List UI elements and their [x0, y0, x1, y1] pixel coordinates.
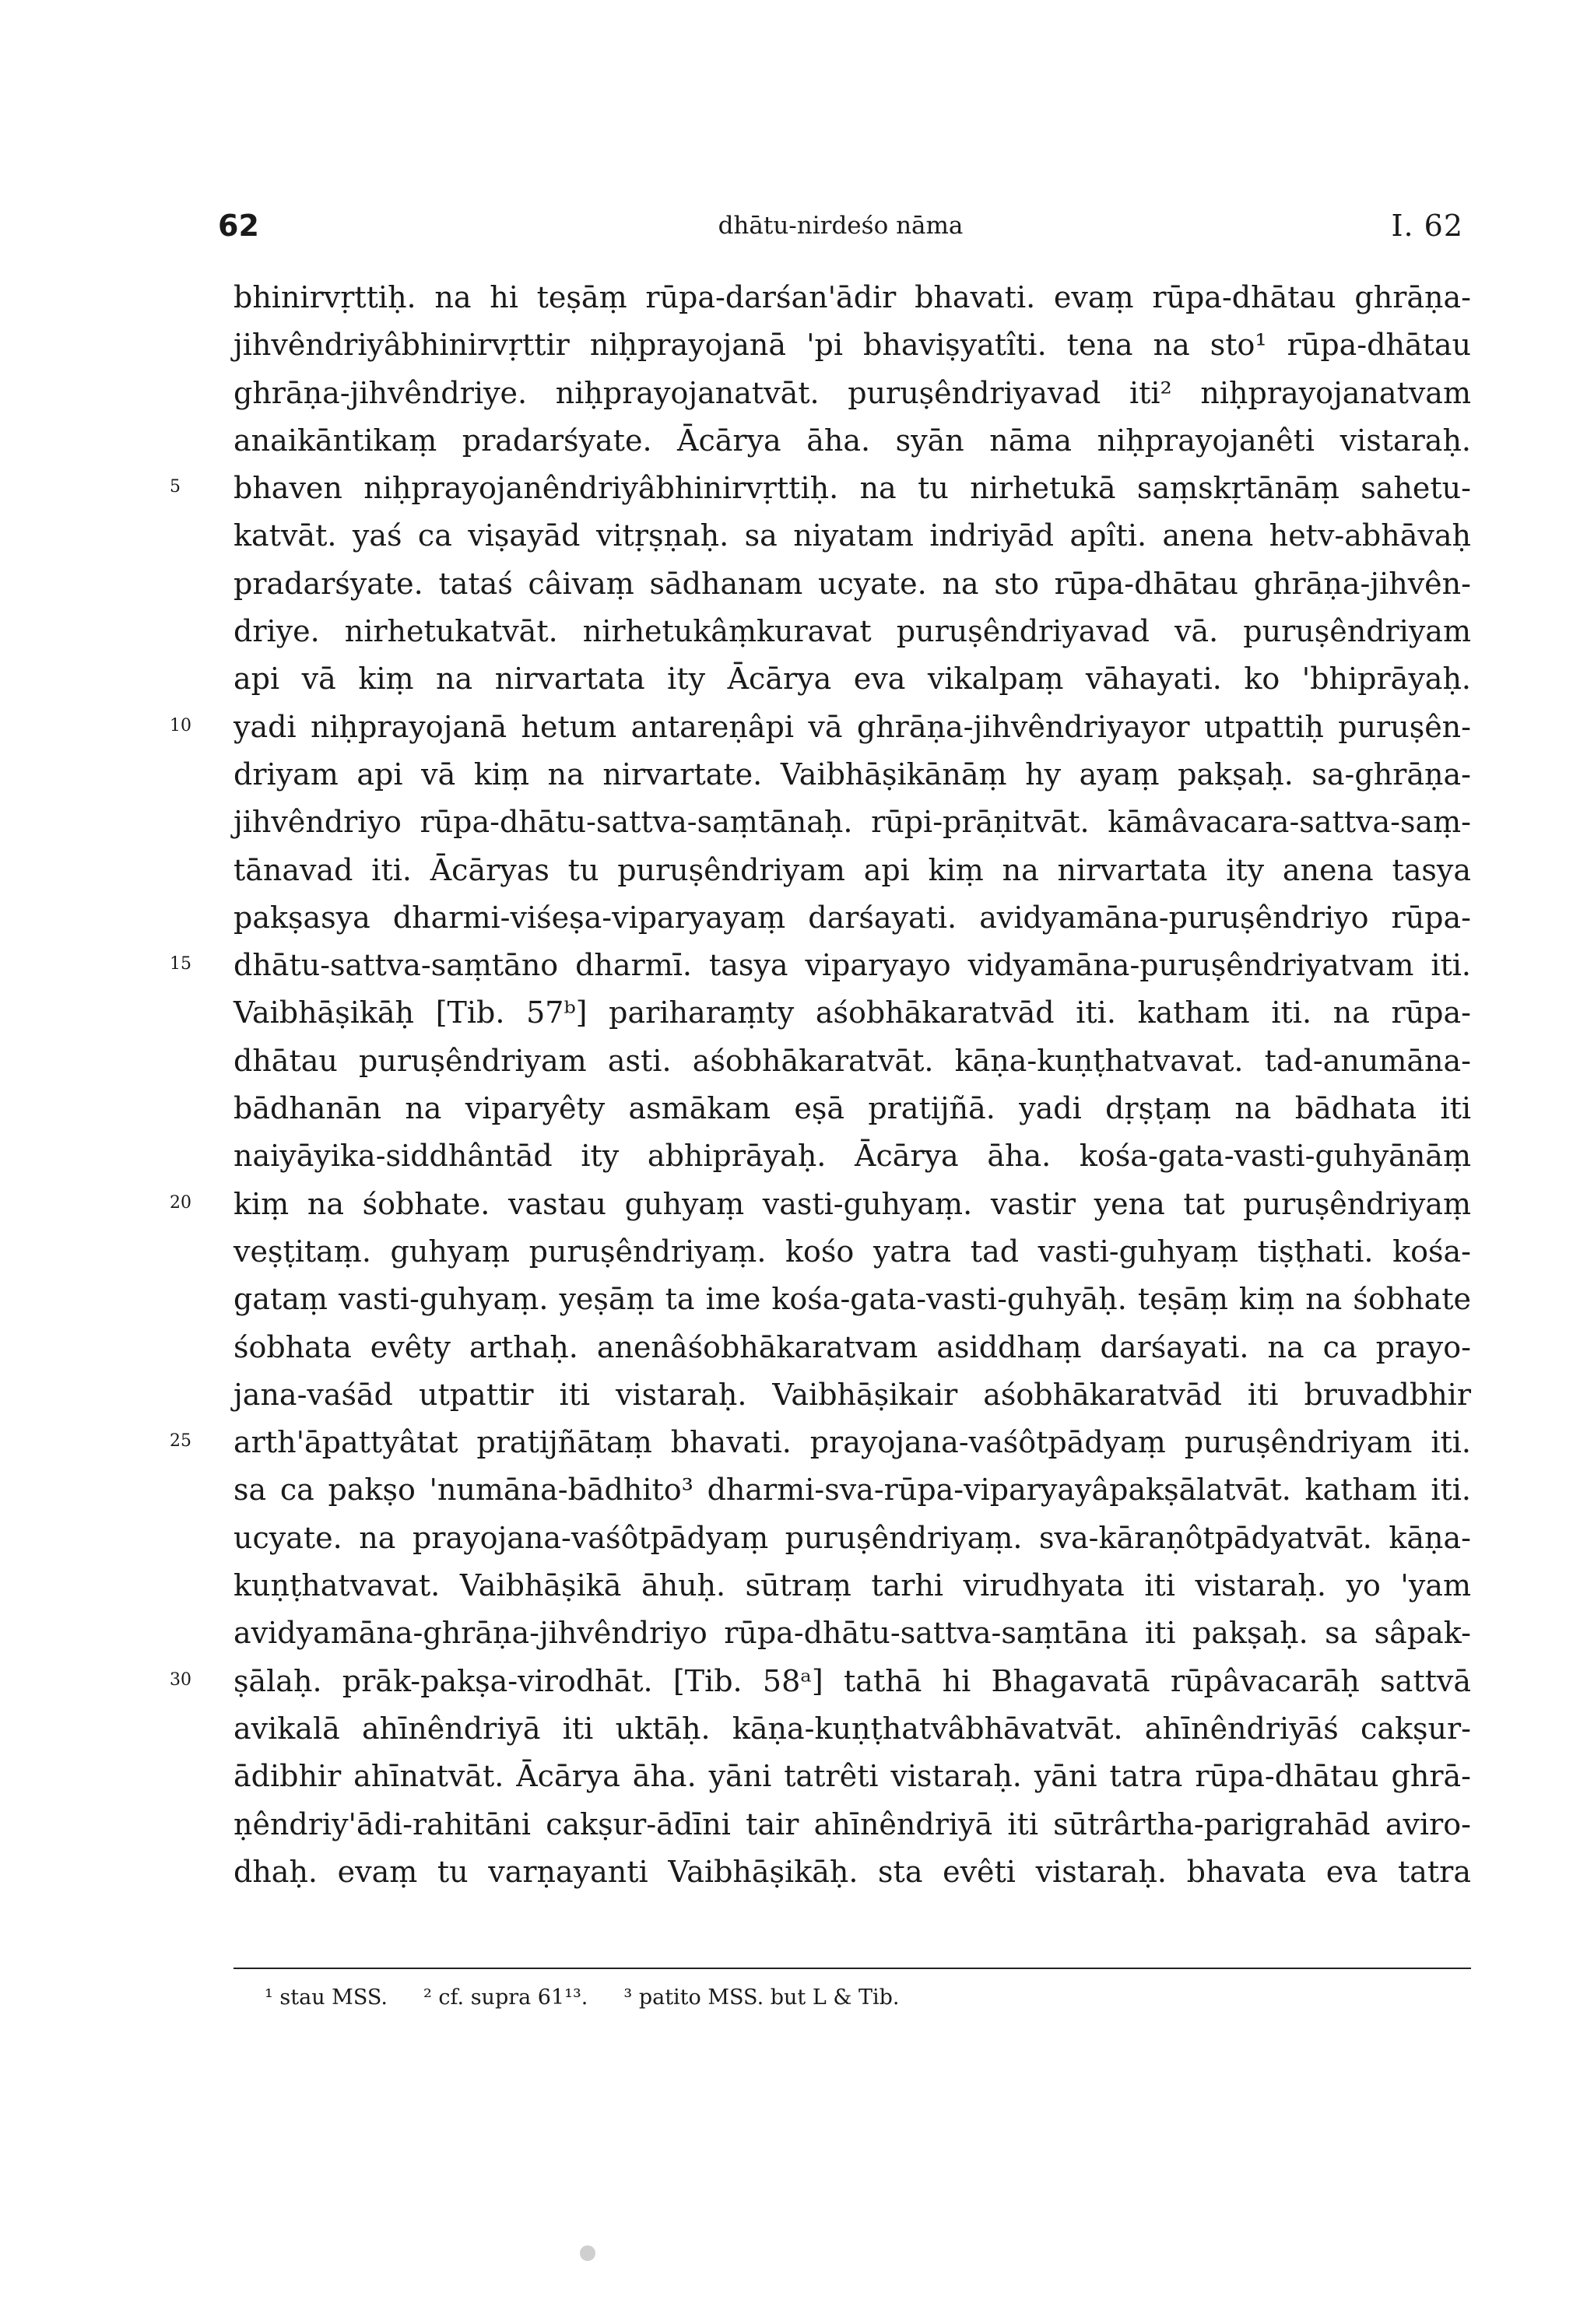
text-line — [233, 1801, 1471, 1848]
line-text: anaikāntikaṃ pradarśyate. Ācārya āha. syān nāma niḥprayojanêti vistaraḥ. — [233, 423, 1471, 458]
text-line — [233, 1848, 1471, 1896]
text-line — [233, 989, 1471, 1037]
line-text: avidyamāna-ghrāṇa-jihvêndriyo rūpa-dhātu-sattva-saṃtāna iti pakṣaḥ. sa sâpak- — [233, 1616, 1471, 1651]
text-line — [170, 704, 1471, 751]
line-text: driye. nirhetukatvāt. nirhetukâṃkuravat puruṣêndriyavad vā. puruṣêndriyam — [233, 614, 1471, 649]
line-number: 15 — [170, 954, 191, 974]
line-text: kuṇṭhatvavat. Vaibhāṣikā āhuḥ. sūtraṃ tarhi virudhyata iti vistaraḥ. yo 'yam — [233, 1568, 1471, 1603]
text-line — [170, 1658, 1471, 1705]
text-line — [233, 1705, 1471, 1753]
line-text: ucyate. na prayojana-vaśôtpādyaṃ puruṣêndriyaṃ. sva-kāraṇôtpādyatvāt. kāṇa- — [233, 1520, 1471, 1555]
text-line — [233, 321, 1471, 369]
line-text: veṣṭitaṃ. guhyaṃ puruṣêndriyaṃ. kośo yatra tad vasti-guhyaṃ tiṣṭhati. kośa- — [233, 1234, 1471, 1269]
text-line — [233, 1371, 1471, 1419]
text-line — [233, 1753, 1471, 1800]
text-line — [233, 1037, 1471, 1085]
line-text: avikalā ahīnêndriyā iti uktāḥ. kāṇa-kuṇṭhatvâbhāvatvāt. ahīnêndriyāś cakṣur- — [233, 1711, 1471, 1746]
line-text: bhaven niḥprayojanêndriyâbhinirvṛttiḥ. na tu nirhetukā saṃskṛtānāṃ sahetu- — [233, 471, 1471, 506]
line-number: 30 — [170, 1669, 191, 1690]
line-text: gataṃ vasti-guhyaṃ. yeṣāṃ ta ime kośa-gata-vasti-guhyāḥ. teṣāṃ kiṃ na śobhate — [233, 1282, 1471, 1317]
text-line — [233, 1562, 1471, 1610]
line-text: yadi niḥprayojanā hetum antareṇâpi vā ghrāṇa-jihvêndriyayor utpattiḥ puruṣên- — [233, 709, 1471, 744]
footnotes — [265, 1985, 935, 2010]
line-text: bhinirvṛttiḥ. na hi teṣāṃ rūpa-darśan'ādir bhavati. evaṃ rūpa-dhātau ghrāṇa- — [233, 280, 1471, 314]
line-text: sa ca pakṣo 'numāna-bādhito³ dharmi-sva-rūpa-viparyayâpakṣālatvāt. katham iti. — [233, 1473, 1471, 1508]
footnote: ² cf. supra 61¹³. — [423, 1985, 588, 2010]
line-text: dhaḥ. evaṃ tu varṇayanti Vaibhāṣikāḥ. sta evêti vistaraḥ. bhavata eva tatra — [233, 1854, 1471, 1889]
line-text: ṇêndriy'ādi-rahitāni cakṣur-ādīni tair ahīnêndriyā iti sūtrârtha-parigrahād aviro- — [233, 1806, 1471, 1841]
line-text: tānavad iti. Ācāryas tu puruṣêndriyam api kiṃ na nirvartata ity anena tasya — [233, 852, 1471, 887]
line-text: śobhata evêty arthaḥ. anenâśobhākaratvam asiddhaṃ darśayati. na ca prayo- — [233, 1329, 1471, 1364]
text-line — [170, 942, 1471, 989]
line-text: ghrāṇa-jihvêndriye. niḥprayojanatvāt. puruṣêndriyavad iti² niḥprayojanatvam — [233, 375, 1471, 410]
line-text: jana-vaśād utpattir iti vistaraḥ. Vaibhāṣikair aśobhākaratvād iti bruvadbhir — [233, 1377, 1471, 1412]
line-number: 25 — [170, 1431, 191, 1452]
text-line — [233, 608, 1471, 655]
text-line — [233, 847, 1471, 894]
footnote: ¹ stau MSS. — [265, 1985, 388, 2010]
body-text — [170, 274, 1471, 1896]
page-header — [218, 209, 1463, 255]
line-number: 5 — [170, 477, 181, 497]
text-line — [233, 560, 1471, 608]
line-text: dhātu-sattva-saṃtāno dharmī. tasya viparyayo vidyamāna-puruṣêndriyatvam iti. — [233, 948, 1471, 983]
line-text: dhātau puruṣêndriyam asti. aśobhākaratvāt. kāṇa-kuṇṭhatvavat. tad-anumāna- — [233, 1043, 1471, 1078]
scan-speck — [580, 2245, 595, 2261]
line-number: 20 — [170, 1192, 191, 1213]
text-line — [233, 1610, 1471, 1657]
line-text: naiyāyika-siddhântād ity abhiprāyaḥ. Ācārya āha. kośa-gata-vasti-guhyānāṃ — [233, 1139, 1471, 1174]
text-line — [170, 1181, 1471, 1228]
line-text: arth'āpattyâtat pratijñātaṃ bhavati. prayojana-vaśôtpādyaṃ puruṣêndriyam iti. — [233, 1425, 1471, 1460]
line-text: kiṃ na śobhate. vastau guhyaṃ vasti-guhyaṃ. vastir yena tat puruṣêndriyaṃ — [233, 1186, 1471, 1221]
line-text: pakṣasya dharmi-viśeṣa-viparyayaṃ darśayati. avidyamāna-puruṣêndriyo rūpa- — [233, 900, 1471, 935]
line-text: ṣālaḥ. prāk-pakṣa-virodhāt. [Tib. 58ᵃ] tathā hi Bhagavatā rūpâvacarāḥ sattvā — [233, 1663, 1471, 1698]
running-title: dhātu-nirdeśo nāma — [718, 212, 964, 240]
text-line — [233, 370, 1471, 417]
footnote: ³ patito MSS. but L & Tib. — [623, 1985, 900, 2010]
text-line — [233, 655, 1471, 703]
text-line — [233, 751, 1471, 799]
page-number: 62 — [218, 209, 259, 243]
line-text: Vaibhāṣikāḥ [Tib. 57ᵇ] pariharaṃty aśobhākaratvād iti. katham iti. na rūpa- — [233, 995, 1471, 1030]
footnote-rule — [233, 1968, 1471, 1969]
text-line — [233, 1085, 1471, 1132]
text-line — [233, 799, 1471, 846]
line-text: bādhanān na viparyêty asmākam eṣā pratijñā. yadi dṛṣṭaṃ na bādhata iti — [233, 1091, 1471, 1126]
text-line — [233, 1228, 1471, 1276]
text-line — [233, 1466, 1471, 1514]
text-line — [170, 1419, 1471, 1466]
line-text: driyam api vā kiṃ na nirvartate. Vaibhāṣikānāṃ hy ayaṃ pakṣaḥ. sa-ghrāṇa- — [233, 757, 1471, 792]
line-text: ādibhir ahīnatvāt. Ācārya āha. yāni tatrêti vistaraḥ. yāni tatra rūpa-dhātau ghrā- — [233, 1759, 1471, 1794]
text-line — [233, 1276, 1471, 1323]
text-line — [233, 512, 1471, 560]
section-reference: I. 62 — [1391, 209, 1463, 243]
line-text: jihvêndriyo rūpa-dhātu-sattva-saṃtānaḥ. rūpi-prāṇitvāt. kāmâvacara-sattva-saṃ- — [233, 805, 1471, 840]
text-line — [233, 417, 1471, 465]
text-line — [233, 1324, 1471, 1371]
line-text: katvāt. yaś ca viṣayād vitṛṣṇaḥ. sa niyatam indriyād apîti. anena hetv-abhāvaḥ — [233, 518, 1471, 553]
line-text: pradarśyate. tataś câivaṃ sādhanam ucyate. na sto rūpa-dhātau ghrāṇa-jihvên- — [233, 566, 1471, 601]
text-line — [233, 1132, 1471, 1180]
line-number: 10 — [170, 715, 191, 735]
text-line — [233, 894, 1471, 942]
line-text: api vā kiṃ na nirvartata ity Ācārya eva vikalpaṃ vāhayati. ko 'bhiprāyaḥ. — [233, 662, 1471, 697]
text-line — [233, 1515, 1471, 1562]
line-text: jihvêndriyâbhinirvṛttir niḥprayojanā 'pi bhaviṣyatîti. tena na sto¹ rūpa-dhātau — [233, 328, 1471, 363]
text-line — [170, 465, 1471, 512]
text-line — [233, 274, 1471, 321]
